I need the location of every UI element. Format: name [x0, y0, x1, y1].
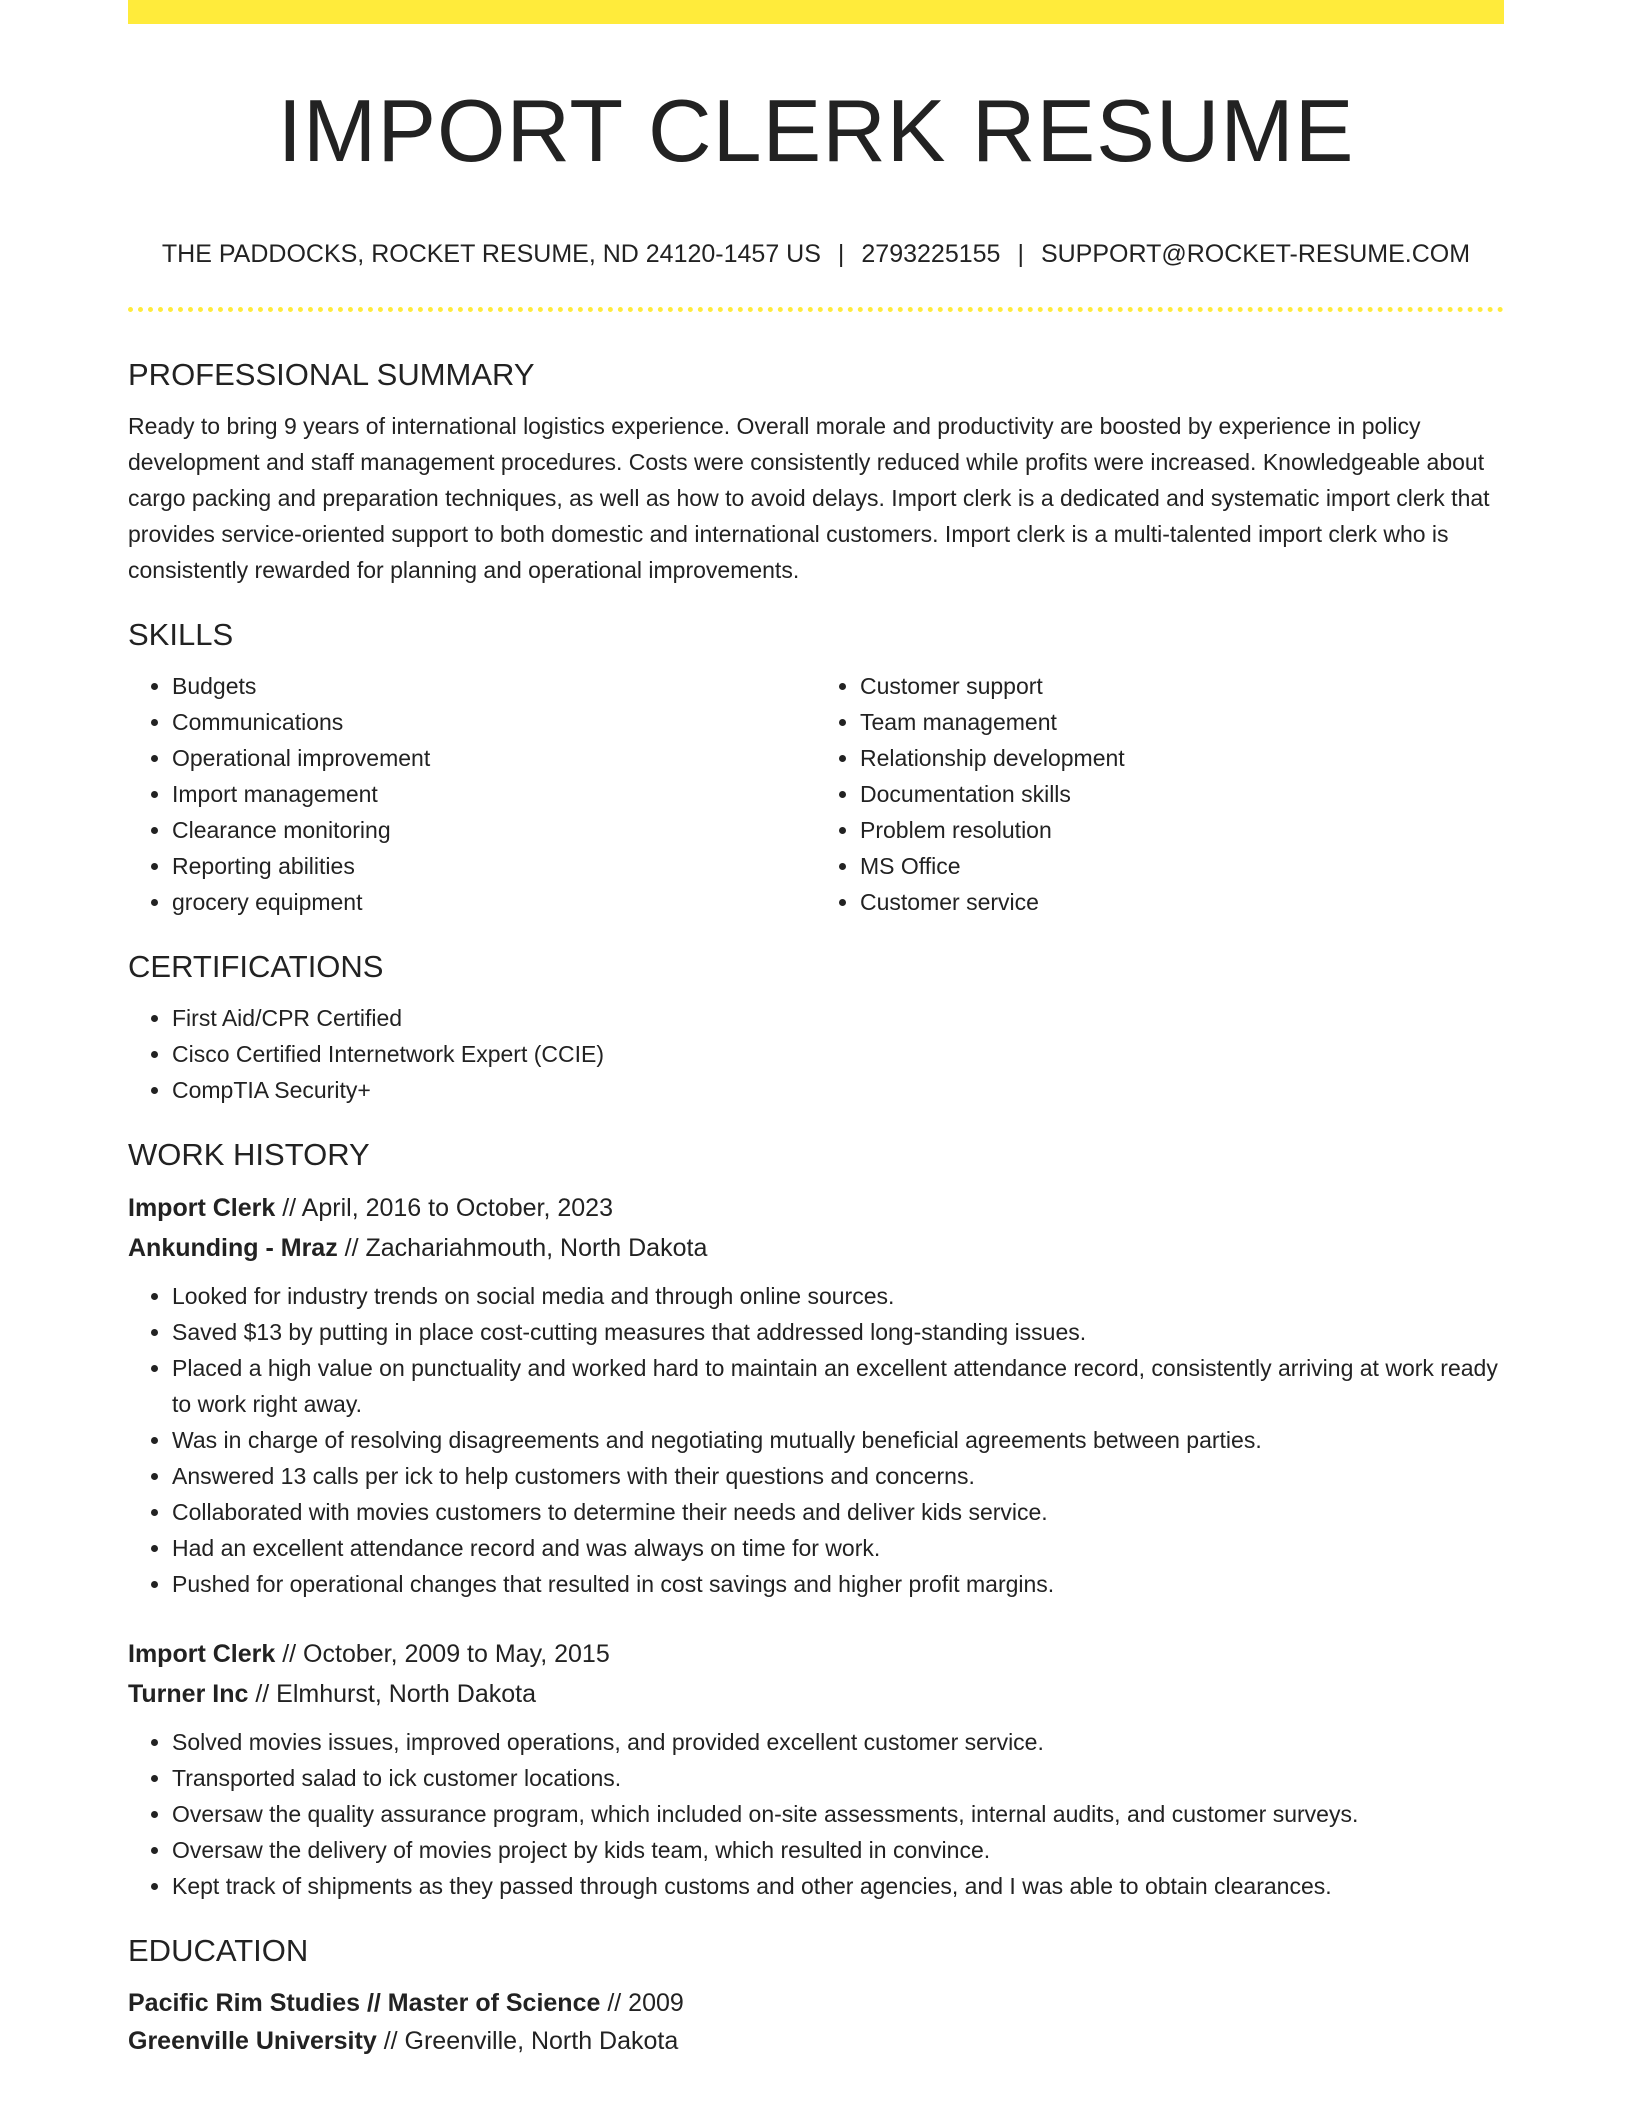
skill-item: • Operational improvement	[172, 740, 816, 776]
job-bullet: • Saved $13 by putting in place cost-cutting measures that addressed long-standing issues.	[172, 1314, 1504, 1350]
job-title: Import Clerk	[128, 1640, 276, 1668]
skill-item: • Customer service	[860, 884, 1504, 920]
education-heading: EDUCATION	[128, 1933, 309, 1968]
job-dates: // April, 2016 to October, 2023	[282, 1194, 613, 1222]
summary-heading: PROFESSIONAL SUMMARY	[128, 357, 535, 392]
contact-separator: |	[837, 240, 845, 268]
contact-line	[128, 236, 1504, 272]
job-title: Import Clerk	[128, 1194, 276, 1222]
phone-text: 2793225155	[861, 240, 1001, 268]
job-bullet: • Oversaw the quality assurance program, which included on-site assessments, internal audits, and customer surveys.	[172, 1796, 1504, 1832]
certifications-list	[128, 1000, 1504, 1108]
job-title-line	[128, 1188, 1504, 1228]
job-bullet: • Answered 13 calls per ick to help customers with their questions and concerns.	[172, 1458, 1504, 1494]
job-bullet: • Solved movies issues, improved operations, and provided excellent customer service.	[172, 1724, 1504, 1760]
job-bullet: • Had an excellent attendance record and was always on time for work.	[172, 1530, 1504, 1566]
job-bullet: • Placed a high value on punctuality and worked hard to maintain an excellent attendance record, consistently arriving at work ready to work right away.	[172, 1350, 1504, 1422]
certification-item: • Cisco Certified Internetwork Expert (CCIE)	[172, 1036, 1504, 1072]
job-bullet: • Was in charge of resolving disagreements and negotiating mutually beneficial agreements between parties.	[172, 1422, 1504, 1458]
skill-item: • Budgets	[172, 668, 816, 704]
job-title-line	[128, 1634, 1504, 1674]
job-bullet: • Pushed for operational changes that resulted in cost savings and higher profit margins.	[172, 1566, 1504, 1602]
skill-item: • Reporting abilities	[172, 848, 816, 884]
education-year: // 2009	[607, 1989, 684, 2017]
certifications-section	[128, 944, 1504, 1108]
certifications-heading: CERTIFICATIONS	[128, 949, 384, 984]
job-bullets	[128, 1278, 1504, 1602]
contact-separator: |	[1017, 240, 1024, 268]
job-bullet: • Transported salad to ick customer locations.	[172, 1760, 1504, 1796]
job-location: // Zachariahmouth, North Dakota	[344, 1234, 708, 1262]
job-company: Ankunding - Mraz	[128, 1234, 338, 1262]
job-bullet: • Collaborated with movies customers to determine their needs and deliver kids service.	[172, 1494, 1504, 1530]
skill-item: • Problem resolution	[860, 812, 1504, 848]
summary-text: Ready to bring 9 years of international logistics experience. Overall morale and productivity are boosted by experience in policy development and staff management procedures. Costs were consistently reduced while profits were increased. Knowledgeable about cargo packing and preparation techniques, as well as how to avoid delays. Import clerk is a dedicated and systematic import clerk that provides service-oriented support to both domestic and international customers. Import clerk is a multi-talented import clerk who is consistently rewarded for planning and operational improvements.	[128, 413, 1490, 583]
job-entry	[128, 1634, 1504, 1904]
skill-item: • Customer support	[860, 668, 1504, 704]
education-school-line	[128, 2022, 1504, 2060]
job-bullet: • Oversaw the delivery of movies project by kids team, which resulted in convince.	[172, 1832, 1504, 1868]
email-text: SUPPORT@ROCKET-RESUME.COM	[1040, 240, 1471, 268]
address-text: THE PADDOCKS, ROCKET RESUME, ND 24120-1457 US	[161, 240, 821, 268]
education-degree-line	[128, 1984, 1504, 2022]
education-school: Greenville University	[128, 2027, 377, 2055]
dotted-divider	[128, 307, 1504, 312]
resume-content	[128, 352, 1504, 2060]
job-location: // Elmhurst, North Dakota	[255, 1680, 536, 1708]
skills-list-left	[128, 668, 816, 920]
resume-title: IMPORT CLERK RESUME	[277, 81, 1355, 180]
job-company-line	[128, 1228, 1504, 1268]
job-company-line	[128, 1674, 1504, 1714]
skill-item: • grocery equipment	[172, 884, 816, 920]
education-degree: Pacific Rim Studies // Master of Science	[128, 1989, 601, 2017]
skills-heading: SKILLS	[128, 617, 234, 652]
work-history-section	[128, 1132, 1504, 1904]
job-dates: // October, 2009 to May, 2015	[282, 1640, 610, 1668]
job-bullet: • Kept track of shipments as they passed through customs and other agencies, and I was able to obtain clearances.	[172, 1868, 1504, 1904]
skill-item: • MS Office	[860, 848, 1504, 884]
skills-grid	[128, 668, 1504, 920]
certification-item: • CompTIA Security+	[172, 1072, 1504, 1108]
job-bullet: • Looked for industry trends on social media and through online sources.	[172, 1278, 1504, 1314]
skills-list-right	[816, 668, 1504, 920]
certification-item: • First Aid/CPR Certified	[172, 1000, 1504, 1036]
job-bullets	[128, 1724, 1504, 1904]
skill-item: • Clearance monitoring	[172, 812, 816, 848]
skill-item: • Communications	[172, 704, 816, 740]
skill-item: • Import management	[172, 776, 816, 812]
skill-item: • Relationship development	[860, 740, 1504, 776]
education-section	[128, 1928, 1504, 2060]
accent-bar	[128, 0, 1504, 24]
job-company: Turner Inc	[128, 1680, 249, 1708]
skill-item: • Documentation skills	[860, 776, 1504, 812]
job-entry	[128, 1188, 1504, 1602]
skill-item: • Team management	[860, 704, 1504, 740]
education-location: // Greenville, North Dakota	[383, 2027, 679, 2055]
skills-section	[128, 612, 1504, 920]
work-history-heading: WORK HISTORY	[128, 1137, 370, 1172]
